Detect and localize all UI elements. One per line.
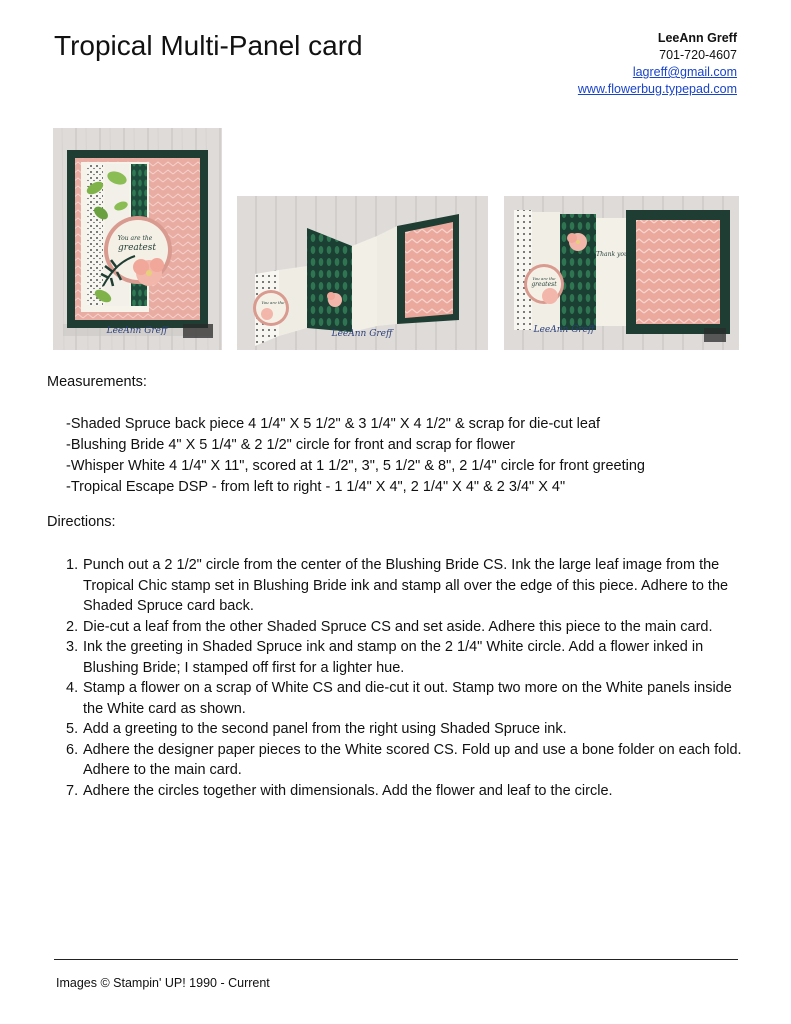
- svg-text:greatest: greatest: [118, 243, 156, 253]
- svg-text:Thank you: Thank you: [596, 251, 628, 258]
- direction-step: 3. Ink the greeting in Shaded Spruce ink and stamp on the 2 1/4" White circle. Add a flower inked in Blushing Bride; I stamped off first for a lighter hue.: [66, 639, 704, 676]
- measurement-item: -Shaded Spruce back piece 4 1/4" X 5 1/2" & 3 1/4" X 4 1/2" & scrap for die-cut leaf: [66, 416, 601, 432]
- contact-phone: 701-720-4607: [659, 48, 737, 62]
- measurement-item: -Whisper White 4 1/4" X 11", scored at 1 1/2", 3", 5 1/2" & 8", 2 1/4" circle for front greeting: [66, 458, 645, 474]
- direction-step: 4. Stamp a flower on a scrap of White CS and die-cut it out. Stamp two more on the White panels inside the White card as shown.: [66, 680, 732, 717]
- svg-text:You are the: You are the: [532, 276, 556, 281]
- contact-email-link[interactable]: lagreff@gmail.com: [632, 65, 737, 79]
- contact-website-link[interactable]: www.flowerbug.typepad.com: [577, 82, 737, 96]
- direction-step: 5. Add a greeting to the second panel from the right using Shaded Spruce ink.: [66, 721, 567, 737]
- measurement-item: -Tropical Escape DSP - from left to right - 1 1/4" X 4", 2 1/4" X 4" & 2 3/4" X 4": [66, 479, 566, 495]
- contact-name: LeeAnn Greff: [657, 31, 737, 45]
- svg-text:greatest: greatest: [531, 281, 557, 288]
- card-inside-photo: [504, 196, 739, 350]
- svg-text:LeeAnn Greff: LeeAnn Greff: [331, 329, 393, 339]
- svg-text:LeeAnn Greff: LeeAnn Greff: [533, 325, 595, 335]
- card-open-photo: [237, 196, 488, 350]
- direction-step: 7. Adhere the circles together with dimensionals. Add the flower and leaf to the circle.: [66, 782, 613, 799]
- footer-copyright: Images © Stampin' UP! 1990 - Current: [56, 976, 270, 990]
- contact-block: [578, 30, 737, 98]
- measurement-item: -Blushing Bride 4" X 5 1/4" & 2 1/2" circle for front and scrap for flower: [66, 437, 516, 453]
- measurements-list: [66, 414, 645, 498]
- svg-text:You are the: You are the: [117, 235, 153, 242]
- directions-list: [66, 555, 746, 801]
- card-front-photo: [53, 128, 222, 350]
- direction-step: 1. Punch out a 2 1/2" circle from the center of the Blushing Bride CS. Ink the large leaf image from the Tropical Chic stamp set in Blushing Bride ink and stamp all over the edge of this piece. Adhere to the Shaded Spruce card back.: [66, 557, 729, 614]
- directions-heading: Directions:: [47, 514, 116, 530]
- svg-text:You are the: You are the: [261, 300, 285, 305]
- direction-step: 6. Adhere the designer paper pieces to the White scored CS. Fold up and use a bone folder on each fold. Adhere to the main card.: [66, 741, 742, 778]
- page-title: Tropical Multi-Panel card: [54, 30, 363, 61]
- direction-step: 2. Die-cut a leaf from the other Shaded Spruce CS and set aside. Adhere this piece to the main card.: [66, 618, 713, 635]
- footer-divider: [54, 959, 738, 960]
- svg-text:LeeAnn Greff: LeeAnn Greff: [106, 326, 168, 336]
- measurements-heading: Measurements:: [47, 374, 147, 390]
